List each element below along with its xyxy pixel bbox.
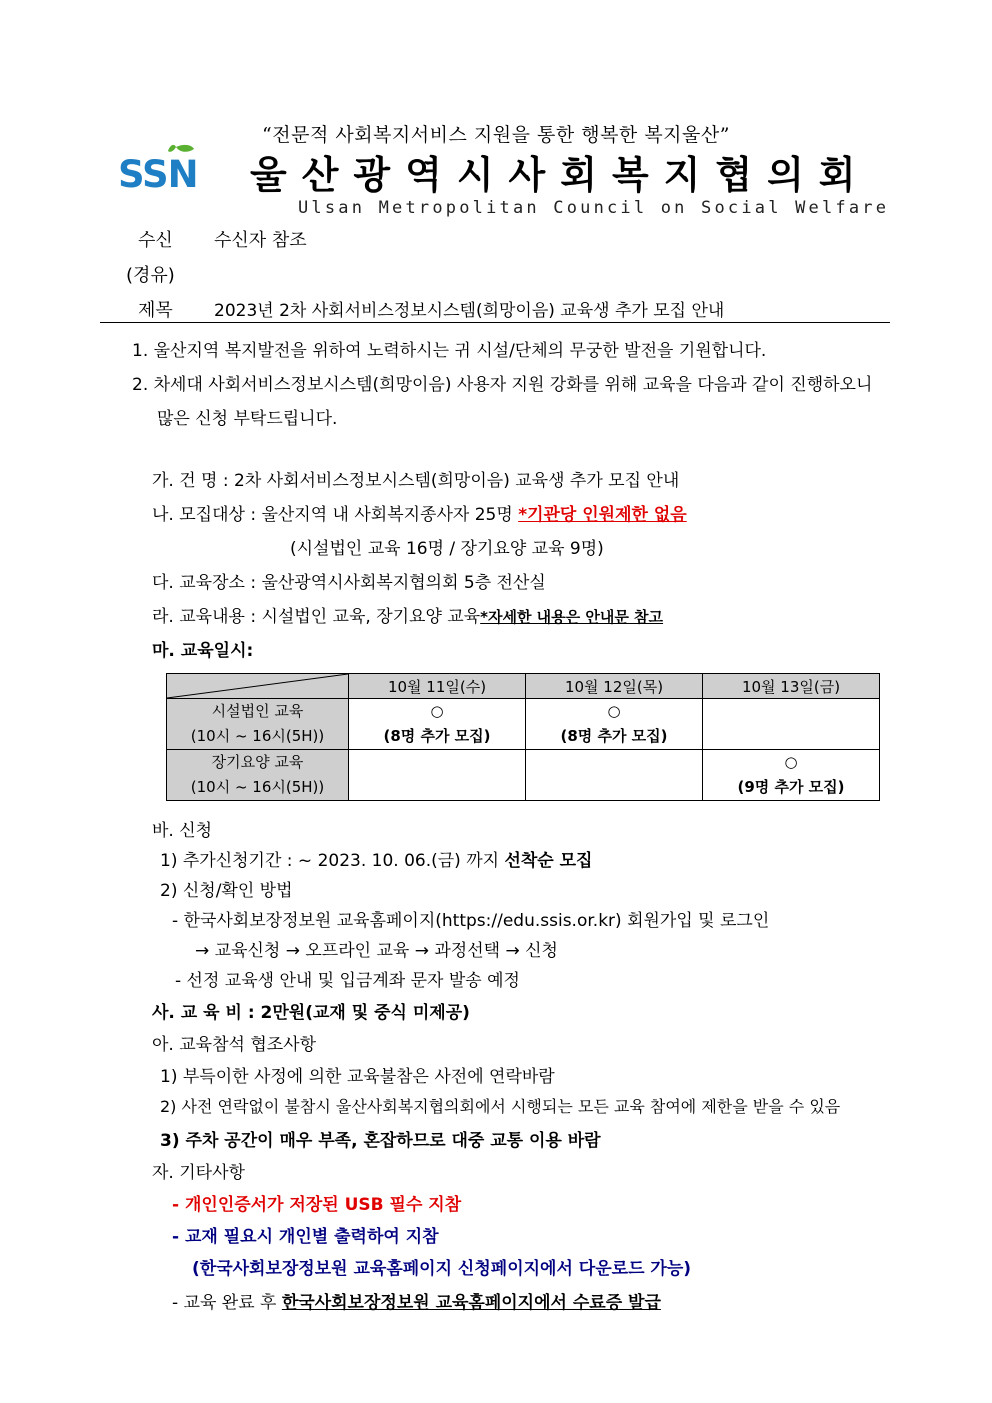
item-ba-2-line1: - 한국사회보장정보원 교육홈페이지(https://edu.ssis.or.kr) 회원가입 및 로그인 bbox=[172, 911, 770, 931]
paragraph-2-line1: 2. 차세대 사회서비스정보시스템(희망이음) 사용자 지원 강화를 위해 교육을 다음과 같이 진행하오니 bbox=[132, 375, 873, 395]
item-sa: 사. 교 육 비 : 2만원(교재 및 중식 미제공) bbox=[152, 1003, 470, 1023]
schedule-header-row bbox=[167, 674, 880, 699]
table-cell bbox=[703, 699, 880, 750]
item-ja-4-text: - 교육 완료 후 bbox=[172, 1293, 282, 1313]
cell-note: (8명 추가 모집) bbox=[560, 727, 668, 745]
row-header bbox=[167, 750, 349, 801]
item-ba-2-line2: → 교육신청 → 오프라인 교육 → 과정선택 → 신청 bbox=[195, 941, 558, 961]
item-a: 아. 교육참석 협조사항 bbox=[152, 1035, 317, 1055]
table-row bbox=[167, 699, 880, 750]
schedule-table bbox=[166, 673, 880, 801]
item-ma: 마. 교육일시: bbox=[152, 641, 254, 661]
paragraph-2-line2: 많은 신청 부탁드립니다. bbox=[157, 409, 338, 429]
item-da: 다. 교육장소 : 울산광역시사회복지협의회 5층 전산실 bbox=[152, 573, 546, 593]
row-time: (10시 ~ 16시(5H)) bbox=[190, 727, 325, 745]
ssn-logo bbox=[118, 143, 198, 195]
subject-label: 제목 bbox=[138, 300, 173, 321]
item-na bbox=[152, 500, 687, 525]
row-label: 장기요양 교육 bbox=[211, 753, 304, 771]
item-na-highlight: *기관당 인원제한 없음 bbox=[518, 505, 687, 525]
logo-text: SSN bbox=[118, 153, 198, 196]
item-ja-4 bbox=[172, 1288, 661, 1313]
item-ba-2: 2) 신청/확인 방법 bbox=[160, 881, 293, 901]
column-header: 10월 13일(금) bbox=[703, 674, 880, 699]
row-label: 시설법인 교육 bbox=[211, 702, 304, 720]
item-a-3: 3) 주차 공간이 매우 부족, 혼잡하므로 대중 교통 이용 바람 bbox=[160, 1131, 601, 1151]
item-ba-1-bold: 선착순 모집 bbox=[504, 851, 593, 871]
item-ba-1 bbox=[160, 846, 592, 871]
row-time: (10시 ~ 16시(5H)) bbox=[190, 778, 325, 796]
column-header: 10월 11일(수) bbox=[349, 674, 526, 699]
recipient-label: 수신 bbox=[138, 230, 173, 251]
item-ja-3: (한국사회보장정보원 교육홈페이지 신청페이지에서 다운로드 가능) bbox=[192, 1259, 692, 1279]
item-ba-1-text: 1) 추가신청기간 : ~ 2023. 10. 06.(금) 까지 bbox=[160, 851, 505, 871]
item-ba-2-line3: - 선정 교육생 안내 및 입금계좌 문자 발송 예정 bbox=[175, 971, 520, 991]
recipient-value: 수신자 참조 bbox=[214, 230, 307, 251]
org-name-ko: 울산광역시사회복지협의회 bbox=[250, 152, 871, 197]
row-header bbox=[167, 699, 349, 750]
item-ja-4-underlined: 한국사회보장정보원 교육홈페이지에서 수료증 발급 bbox=[281, 1293, 661, 1313]
circle-mark: ○ bbox=[430, 702, 444, 720]
column-header: 10월 12일(목) bbox=[526, 674, 703, 699]
cell-note: (9명 추가 모집) bbox=[737, 778, 845, 796]
table-corner bbox=[167, 674, 349, 699]
cell-note: (8명 추가 모집) bbox=[383, 727, 491, 745]
item-ja-1: - 개인인증서가 저장된 USB 필수 지참 bbox=[172, 1195, 462, 1215]
org-name-en: Ulsan Metropolitan Council on Social Welfare bbox=[298, 198, 890, 218]
item-ba: 바. 신청 bbox=[152, 821, 213, 841]
table-cell bbox=[703, 750, 880, 801]
item-na-text: 나. 모집대상 : 울산지역 내 사회복지종사자 25명 bbox=[152, 505, 519, 525]
item-ja: 자. 기타사항 bbox=[152, 1163, 245, 1183]
paragraph-1: 1. 울산지역 복지발전을 위하여 노력하시는 귀 시설/단체의 무궁한 발전을 기원합니다. bbox=[132, 341, 767, 361]
header-divider bbox=[100, 322, 890, 323]
table-cell bbox=[526, 750, 703, 801]
item-ga: 가. 건 명 : 2차 사회서비스정보시스템(희망이음) 교육생 추가 모집 안내 bbox=[152, 471, 680, 491]
slogan: “전문적 사회복지서비스 지원을 통한 행복한 복지울산” bbox=[262, 124, 730, 146]
item-a-1: 1) 부득이한 사정에 의한 교육불참은 사전에 연락바람 bbox=[160, 1067, 555, 1087]
table-cell bbox=[349, 699, 526, 750]
item-a-2: 2) 사전 연락없이 불참시 울산사회복지협의회에서 시행되는 모든 교육 참여에 제한을 받을 수 있음 bbox=[160, 1097, 841, 1116]
table-row bbox=[167, 750, 880, 801]
item-ra-text: 라. 교육내용 : 시설법인 교육, 장기요양 교육 bbox=[152, 607, 481, 627]
circle-mark: ○ bbox=[784, 753, 798, 771]
item-ra-note: *자세한 내용은 안내문 참고 bbox=[480, 608, 664, 626]
item-na-sub: (시설법인 교육 16명 / 장기요양 교육 9명) bbox=[290, 539, 604, 559]
table-cell bbox=[526, 699, 703, 750]
item-ja-2: - 교재 필요시 개인별 출력하여 지참 bbox=[172, 1227, 439, 1247]
subject-value: 2023년 2차 사회서비스정보시스템(희망이음) 교육생 추가 모집 안내 bbox=[214, 301, 725, 321]
circle-mark: ○ bbox=[607, 702, 621, 720]
table-cell bbox=[349, 750, 526, 801]
item-ra bbox=[152, 602, 663, 627]
diagonal-line bbox=[167, 674, 348, 698]
via-label: (경유) bbox=[126, 265, 175, 286]
